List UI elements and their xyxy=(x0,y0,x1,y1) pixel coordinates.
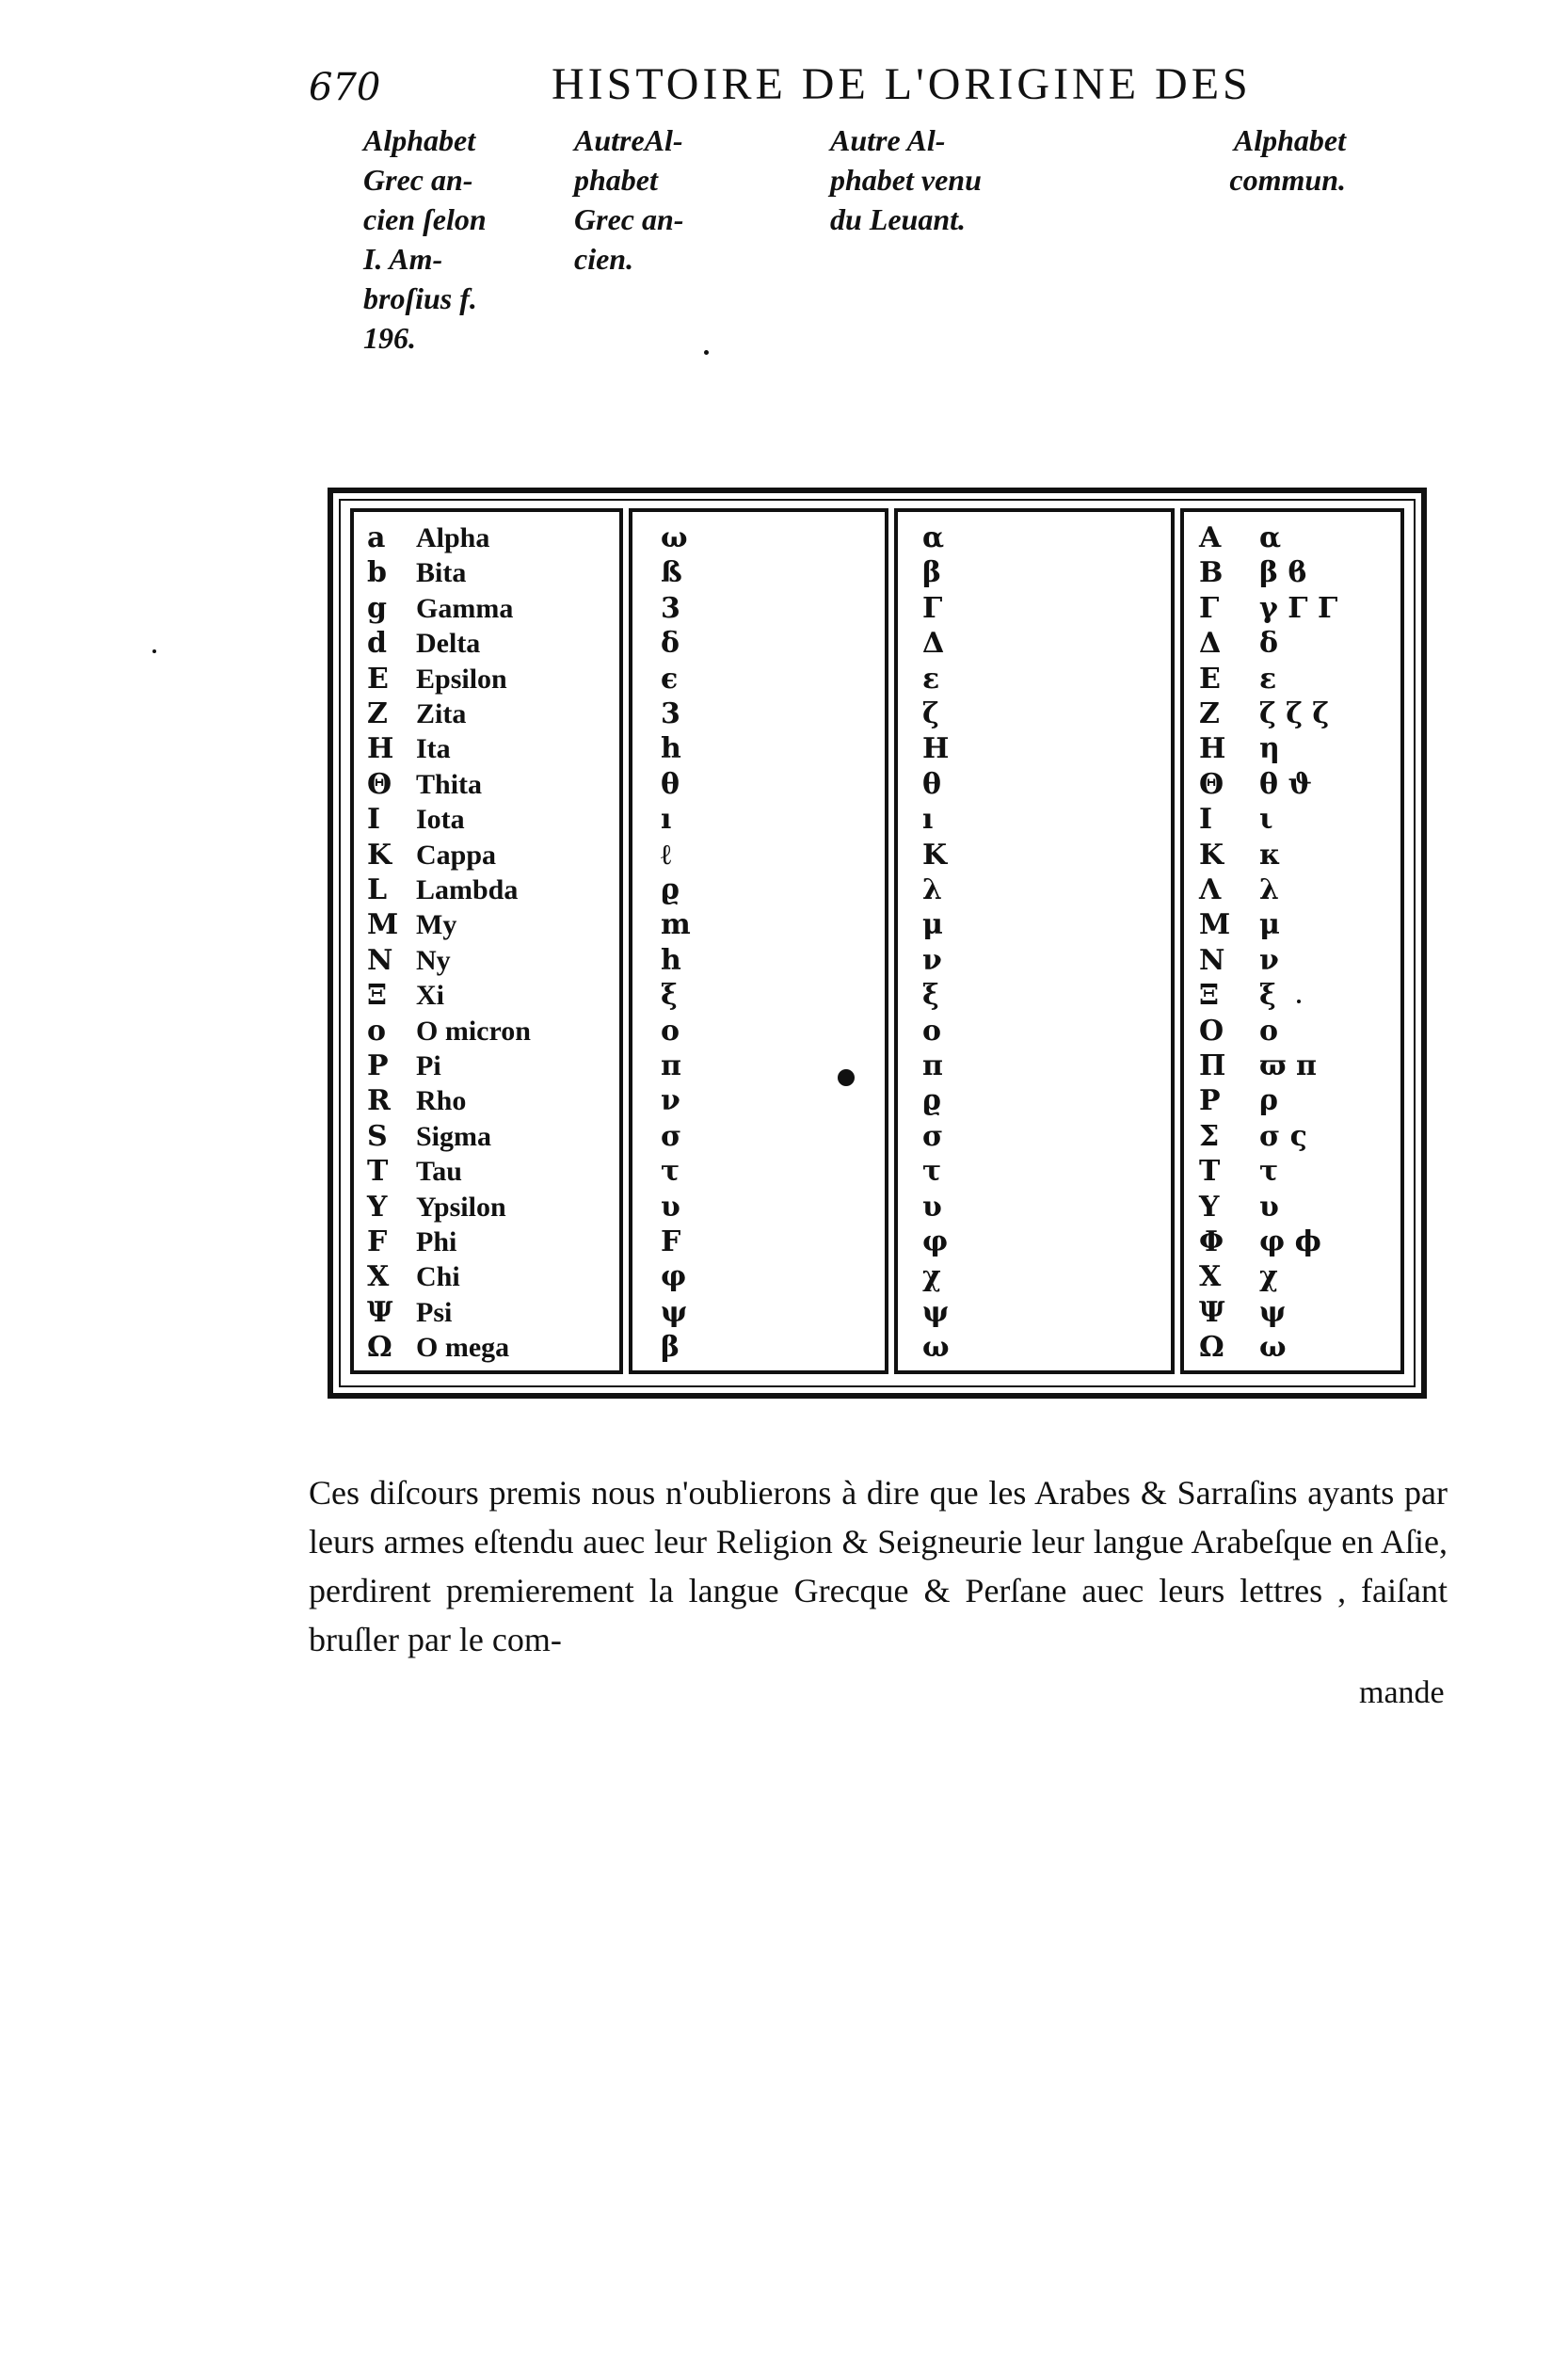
table-row xyxy=(898,873,1171,907)
table-row xyxy=(1184,663,1400,696)
table-row xyxy=(632,768,885,802)
letter-glyph: ϱ xyxy=(661,873,680,906)
letter-lowercase: χ xyxy=(1259,1260,1278,1294)
column-heading-line: Grec an- xyxy=(574,202,684,236)
alphabet-column-3 xyxy=(894,508,1175,1374)
letter-name: Ny xyxy=(416,944,451,976)
table-row xyxy=(1184,1049,1400,1083)
table-row xyxy=(354,1155,619,1189)
letter-uppercase: Γ xyxy=(1199,591,1220,625)
table-row xyxy=(354,873,619,907)
letter-uppercase: Ζ xyxy=(1199,697,1220,730)
table-row xyxy=(1184,873,1400,907)
table-row xyxy=(898,1296,1171,1330)
table-row xyxy=(354,521,619,555)
letter-glyph: ß xyxy=(661,556,682,590)
column-heading-line: cien ſelon xyxy=(363,202,487,236)
table-row xyxy=(1184,1084,1400,1118)
letter-glyph: P xyxy=(367,1049,389,1082)
letter-lowercase: γ Γ Γ xyxy=(1259,591,1338,625)
body-paragraph: Ces diſcours premis nous n'oublierons à dire que les Arabes & Sarraſins ayants par leurs armes eſtendu auec leur Religion & Seigneurie leur langue Arabeſque en Aſie, perdirent premierement la langue Grecque & Perſane auec leurs lettres , faiſant bruſler par le com- xyxy=(309,1474,1448,1658)
letter-name: O micron xyxy=(416,1015,531,1047)
table-row xyxy=(632,1084,885,1118)
letter-name: Psi xyxy=(416,1296,453,1328)
table-row xyxy=(354,1191,619,1225)
letter-name: Rho xyxy=(416,1085,467,1117)
letter-name: Sigma xyxy=(416,1120,492,1152)
letter-name: Tau xyxy=(416,1156,462,1188)
letter-lowercase: ο xyxy=(1259,1014,1279,1048)
table-row xyxy=(632,697,885,731)
letter-uppercase: Δ xyxy=(1199,627,1222,661)
table-row xyxy=(1184,697,1400,731)
table-row xyxy=(1184,732,1400,766)
table-row xyxy=(898,556,1171,590)
ink-speck xyxy=(838,1069,855,1086)
table-row xyxy=(632,839,885,872)
table-row xyxy=(632,979,885,1013)
column-heading-line: I. Am- xyxy=(363,242,443,276)
letter-glyph: ξ xyxy=(661,979,678,1013)
letter-glyph: b xyxy=(367,556,387,590)
letter-glyph: ϵ xyxy=(661,662,679,696)
table-row xyxy=(898,1120,1171,1154)
table-row xyxy=(354,556,619,590)
table-row xyxy=(898,1225,1171,1259)
column-heading-line: Autre Al- xyxy=(830,123,946,157)
letter-glyph: X xyxy=(367,1260,390,1294)
letter-glyph: ℓ xyxy=(661,838,672,872)
table-row xyxy=(354,592,619,626)
letter-name: Phi xyxy=(416,1226,457,1257)
letter-name: Bita xyxy=(416,557,467,589)
letter-glyph: L xyxy=(367,873,388,906)
letter-glyph: σ xyxy=(922,1119,944,1153)
table-row xyxy=(354,1260,619,1294)
letter-name: Gamma xyxy=(416,592,514,624)
letter-glyph: Ψ xyxy=(367,1295,393,1329)
table-row xyxy=(632,1331,885,1365)
table-row xyxy=(898,944,1171,978)
letter-name: Alpha xyxy=(416,522,490,553)
letter-glyph: ν xyxy=(661,1084,680,1118)
table-row xyxy=(1184,768,1400,802)
letter-lowercase: τ xyxy=(1259,1155,1279,1189)
letter-glyph: ı xyxy=(922,803,934,837)
table-row xyxy=(898,1015,1171,1048)
table-row xyxy=(898,768,1171,802)
letter-name: Thita xyxy=(416,768,483,800)
letter-glyph: M xyxy=(367,908,399,942)
column-heading-1 xyxy=(363,120,487,358)
letter-glyph: E xyxy=(367,662,389,696)
table-row xyxy=(1184,979,1400,1013)
table-row xyxy=(1184,1015,1400,1048)
letter-uppercase: Ε xyxy=(1199,662,1221,696)
letter-glyph: h xyxy=(661,943,681,977)
table-row xyxy=(354,627,619,661)
table-row xyxy=(1184,627,1400,661)
letter-lowercase: ξ xyxy=(1259,979,1276,1013)
letter-lowercase: η xyxy=(1259,732,1280,766)
table-row xyxy=(354,1296,619,1330)
letter-uppercase: Ψ xyxy=(1199,1295,1225,1329)
ink-speck xyxy=(1297,1000,1301,1003)
letter-lowercase: β ϐ xyxy=(1259,556,1307,590)
table-row xyxy=(1184,1225,1400,1259)
letter-glyph: I xyxy=(367,803,381,837)
table-row xyxy=(632,556,885,590)
letter-lowercase: ϖ π xyxy=(1259,1049,1317,1082)
alphabet-column-4 xyxy=(1180,508,1404,1374)
letter-glyph: τ xyxy=(661,1155,680,1189)
table-row xyxy=(1184,556,1400,590)
letter-glyph: ψ xyxy=(922,1295,950,1329)
letter-glyph: 3 xyxy=(661,591,680,625)
letter-glyph: ε xyxy=(922,662,940,696)
column-heading-line: Alphabet xyxy=(363,123,476,157)
letter-lowercase: σ ς xyxy=(1259,1119,1307,1153)
letter-glyph: χ xyxy=(922,1260,941,1294)
letter-glyph: K xyxy=(367,838,392,872)
table-row xyxy=(354,1084,619,1118)
letter-name: Cappa xyxy=(416,839,497,871)
table-row xyxy=(898,803,1171,837)
column-heading-line: cien. xyxy=(574,242,634,276)
letter-glyph: ω xyxy=(661,521,688,554)
table-row xyxy=(632,521,885,555)
letter-lowercase: ι xyxy=(1259,803,1273,837)
catchword: mande xyxy=(1359,1675,1445,1710)
alphabet-column-1 xyxy=(350,508,623,1374)
alphabet-column-2 xyxy=(629,508,888,1374)
table-row xyxy=(354,1015,619,1048)
table-row xyxy=(898,697,1171,731)
letter-glyph: φ xyxy=(661,1260,687,1294)
letter-glyph: σ xyxy=(661,1119,682,1153)
letter-glyph: ξ xyxy=(922,979,939,1013)
letter-glyph: υ xyxy=(661,1190,680,1224)
table-row xyxy=(898,1191,1171,1225)
letter-name: O mega xyxy=(416,1332,510,1364)
table-row xyxy=(1184,1296,1400,1330)
letter-glyph: Θ xyxy=(367,767,392,801)
table-row xyxy=(354,1120,619,1154)
table-row xyxy=(1184,1120,1400,1154)
letter-glyph: m xyxy=(661,908,691,942)
letter-lowercase: δ xyxy=(1259,627,1279,661)
table-row xyxy=(898,1084,1171,1118)
table-row xyxy=(898,592,1171,626)
letter-glyph: F xyxy=(661,1225,681,1258)
table-row xyxy=(1184,839,1400,872)
letter-glyph: π xyxy=(922,1049,943,1082)
letter-lowercase: ν xyxy=(1259,943,1279,977)
table-row xyxy=(898,627,1171,661)
ink-speck xyxy=(704,350,709,355)
letter-lowercase: ψ xyxy=(1259,1295,1287,1329)
letter-glyph: Ξ xyxy=(367,979,388,1013)
table-row xyxy=(632,592,885,626)
letter-glyph: τ xyxy=(922,1155,942,1189)
letter-uppercase: Μ xyxy=(1199,908,1231,942)
letter-uppercase: Ξ xyxy=(1199,979,1220,1013)
table-row xyxy=(632,908,885,942)
letter-uppercase: Β xyxy=(1199,556,1224,590)
letter-glyph: ψ xyxy=(661,1295,688,1329)
table-row xyxy=(632,1225,885,1259)
letter-glyph: 3 xyxy=(661,697,680,730)
table-row xyxy=(1184,803,1400,837)
column-heading-line: AutreAl- xyxy=(574,123,683,157)
letter-lowercase: υ xyxy=(1259,1190,1279,1224)
column-heading-line: commun. xyxy=(1229,163,1346,197)
letter-lowercase: φ ϕ xyxy=(1259,1225,1321,1258)
table-row xyxy=(354,1331,619,1365)
letter-name: Delta xyxy=(416,628,481,660)
table-row xyxy=(632,663,885,696)
table-row xyxy=(1184,908,1400,942)
letter-glyph: θ xyxy=(922,767,942,801)
letter-uppercase: Υ xyxy=(1199,1190,1220,1224)
table-row xyxy=(632,803,885,837)
letter-glyph: Ω xyxy=(367,1331,392,1365)
table-row xyxy=(898,1260,1171,1294)
table-row xyxy=(632,1155,885,1189)
letter-glyph: ζ xyxy=(922,697,939,730)
letter-glyph: a xyxy=(367,521,386,554)
table-row xyxy=(354,768,619,802)
letter-glyph: Γ xyxy=(922,591,943,625)
table-row xyxy=(354,1225,619,1259)
letter-uppercase: Ο xyxy=(1199,1014,1224,1048)
column-heading-line: phabet xyxy=(574,163,658,197)
table-row xyxy=(632,1015,885,1048)
letter-name: Ypsilon xyxy=(416,1191,506,1223)
letter-glyph: ϱ xyxy=(922,1084,941,1118)
table-row xyxy=(898,839,1171,872)
letter-uppercase: Λ xyxy=(1199,873,1222,906)
table-row xyxy=(898,1331,1171,1365)
table-row xyxy=(354,1049,619,1083)
running-title: HISTOIRE DE L'ORIGINE DES xyxy=(552,59,1252,109)
table-row xyxy=(354,839,619,872)
letter-glyph: T xyxy=(367,1155,389,1189)
letter-name: My xyxy=(416,909,457,941)
table-row xyxy=(632,627,885,661)
column-heading-line: broſius f. xyxy=(363,281,477,315)
letter-lowercase: λ xyxy=(1259,873,1280,906)
letter-glyph: o xyxy=(367,1014,387,1048)
table-row xyxy=(1184,1331,1400,1365)
letter-glyph: F xyxy=(367,1225,388,1258)
table-row xyxy=(1184,1191,1400,1225)
letter-lowercase: α xyxy=(1259,521,1282,554)
column-heading-4 xyxy=(1129,120,1346,200)
table-row xyxy=(1184,944,1400,978)
table-row xyxy=(898,1155,1171,1189)
column-heading-3 xyxy=(830,120,982,239)
letter-glyph: H xyxy=(922,732,950,766)
letter-glyph: H xyxy=(367,732,394,766)
table-row xyxy=(354,979,619,1013)
letter-glyph: h xyxy=(661,732,681,766)
table-row xyxy=(632,1120,885,1154)
column-heading-line: 196. xyxy=(363,321,416,355)
table-row xyxy=(1184,1155,1400,1189)
table-row xyxy=(898,1049,1171,1083)
letter-glyph: ν xyxy=(922,943,942,977)
table-row xyxy=(898,521,1171,555)
table-row xyxy=(354,663,619,696)
letter-name: Xi xyxy=(416,980,444,1012)
letter-glyph: R xyxy=(367,1084,391,1118)
letter-glyph: ı xyxy=(661,803,672,837)
letter-uppercase: Χ xyxy=(1199,1260,1222,1294)
letter-glyph: λ xyxy=(922,873,943,906)
letter-glyph: d xyxy=(367,627,387,661)
letter-glyph: θ xyxy=(661,767,680,801)
letter-lowercase: θ ϑ xyxy=(1259,767,1312,801)
table-row xyxy=(632,1191,885,1225)
letter-uppercase: Τ xyxy=(1199,1155,1221,1189)
letter-uppercase: Ν xyxy=(1199,943,1225,977)
table-row xyxy=(1184,592,1400,626)
letter-uppercase: Ω xyxy=(1199,1331,1224,1365)
alphabet-table xyxy=(328,488,1427,1399)
table-row xyxy=(898,979,1171,1013)
table-row xyxy=(354,908,619,942)
column-heading-line: phabet venu xyxy=(830,163,982,197)
letter-name: Zita xyxy=(416,698,467,729)
letter-lowercase: ε xyxy=(1259,662,1277,696)
letter-lowercase: ρ xyxy=(1259,1084,1278,1118)
letter-glyph: β xyxy=(922,556,941,590)
letter-glyph: π xyxy=(661,1049,681,1082)
letter-glyph: ο xyxy=(661,1014,680,1048)
letter-name: Epsilon xyxy=(416,663,507,695)
table-row xyxy=(632,873,885,907)
letter-uppercase: Κ xyxy=(1199,838,1224,872)
table-row xyxy=(632,944,885,978)
letter-name: Lambda xyxy=(416,874,519,905)
table-row xyxy=(898,663,1171,696)
letter-lowercase: μ xyxy=(1259,908,1280,942)
letter-uppercase: Α xyxy=(1199,521,1222,554)
letter-glyph: K xyxy=(922,838,948,872)
table-row xyxy=(632,1296,885,1330)
letter-glyph: Y xyxy=(367,1190,388,1224)
letter-uppercase: Θ xyxy=(1199,767,1224,801)
letter-glyph: φ xyxy=(922,1225,949,1258)
table-row xyxy=(354,697,619,731)
letter-glyph: S xyxy=(367,1119,388,1153)
letter-glyph: ο xyxy=(922,1014,942,1048)
letter-glyph: β xyxy=(661,1331,680,1365)
table-row xyxy=(1184,1260,1400,1294)
column-heading-2 xyxy=(574,120,683,279)
letter-glyph: δ xyxy=(661,627,680,661)
letter-uppercase: Φ xyxy=(1199,1225,1224,1258)
letter-uppercase: Π xyxy=(1199,1049,1226,1082)
table-row xyxy=(354,944,619,978)
page-number: 670 xyxy=(309,66,381,109)
table-row xyxy=(632,732,885,766)
letter-lowercase: ζ ζ ζ xyxy=(1259,697,1330,730)
column-heading-line: du Leuant. xyxy=(830,202,967,236)
letter-lowercase: ω xyxy=(1259,1331,1287,1365)
letter-uppercase: Η xyxy=(1199,732,1226,766)
letter-lowercase: κ xyxy=(1259,838,1281,872)
letter-glyph: α xyxy=(922,521,945,554)
table-row xyxy=(1184,521,1400,555)
letter-name: Ita xyxy=(416,733,451,765)
letter-uppercase: Σ xyxy=(1199,1119,1220,1153)
letter-name: Iota xyxy=(416,804,465,836)
letter-glyph: N xyxy=(367,943,393,977)
table-row xyxy=(632,1260,885,1294)
letter-glyph: ω xyxy=(922,1331,950,1365)
letter-glyph: μ xyxy=(922,908,943,942)
column-heading-line: Alphabet xyxy=(1233,123,1346,157)
letter-name: Chi xyxy=(416,1261,460,1293)
letter-uppercase: Ρ xyxy=(1199,1084,1221,1118)
letter-glyph: Δ xyxy=(922,627,945,661)
table-row xyxy=(354,803,619,837)
table-row xyxy=(354,732,619,766)
ink-speck xyxy=(152,649,156,653)
letter-uppercase: Ι xyxy=(1199,803,1213,837)
letter-glyph: g xyxy=(367,591,387,625)
table-row xyxy=(898,908,1171,942)
letter-glyph: υ xyxy=(922,1190,942,1224)
letter-name: Pi xyxy=(416,1050,441,1081)
table-row xyxy=(898,732,1171,766)
column-heading-line: Grec an- xyxy=(363,163,473,197)
letter-glyph: Z xyxy=(367,697,388,730)
